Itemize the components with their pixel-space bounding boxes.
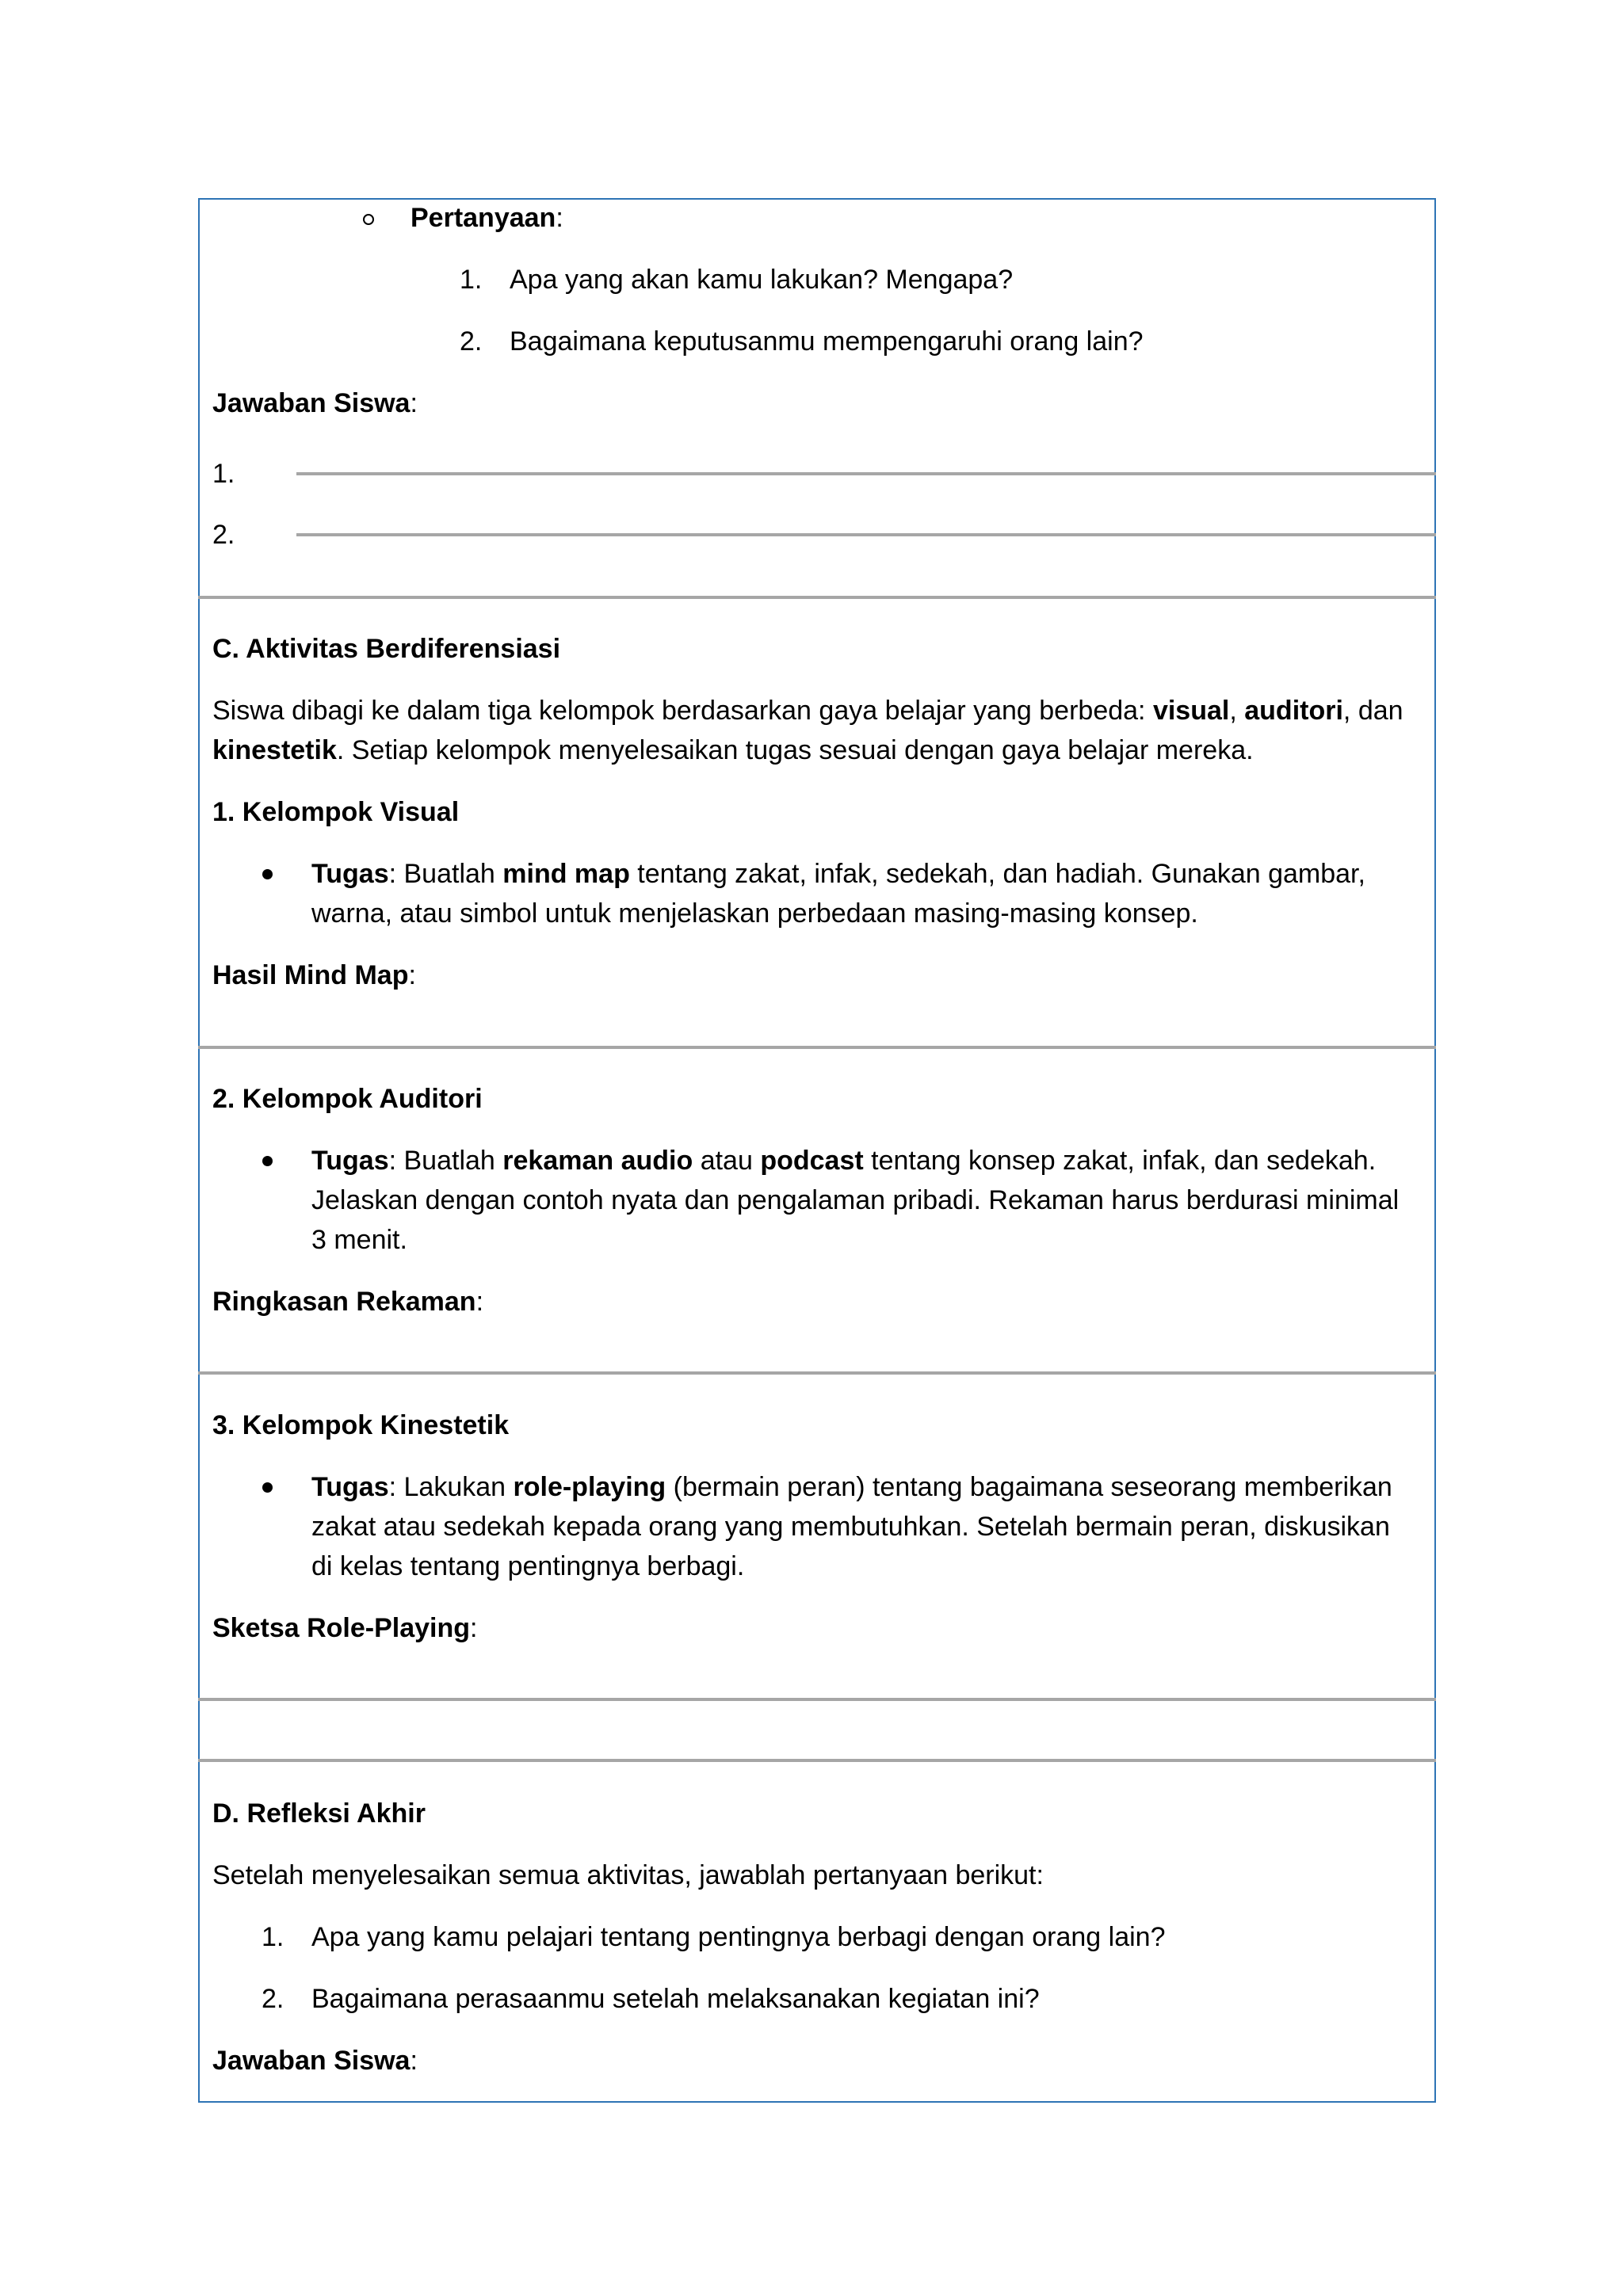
question-number: 2. bbox=[460, 326, 483, 357]
section-separator bbox=[198, 1371, 1436, 1375]
question-text: Bagaimana perasaanmu setelah melaksanakan kegiatan ini? bbox=[311, 1984, 1040, 2014]
ringkasan-rekaman-label: Ringkasan Rekaman: bbox=[212, 1287, 484, 1317]
group-auditori-task: Tugas: Buatlah rekaman audio atau podcast tentang konsep zakat, infak, dan sedekah. bbox=[311, 1146, 1377, 1176]
bullet-icon bbox=[262, 1156, 273, 1166]
question-text: Apa yang kamu pelajari tentang pentingnya berbagi dengan orang lain? bbox=[311, 1922, 1166, 1952]
group-auditori-task-cont: Jelaskan dengan contoh nyata dan pengalaman pribadi. Rekaman harus berdurasi minimal bbox=[311, 1185, 1400, 1215]
group-kinestetik-task-cont: zakat atau sedekah kepada orang yang membutuhkan. Setelah bermain peran, diskusikan bbox=[311, 1512, 1390, 1542]
jawaban-siswa-label: Jawaban Siswa: bbox=[212, 388, 418, 418]
answer-number: 1. bbox=[212, 459, 235, 489]
section-separator bbox=[198, 1698, 1436, 1701]
section-separator bbox=[198, 596, 1436, 599]
section-c-heading: C. Aktivitas Berdiferensiasi bbox=[212, 634, 561, 664]
question-number: 1. bbox=[262, 1922, 285, 1952]
group-visual-task: Tugas: Buatlah mind map tentang zakat, infak, sedekah, dan hadiah. Gunakan gambar, bbox=[311, 859, 1365, 889]
question-text: Bagaimana keputusanmu mempengaruhi orang lain? bbox=[510, 326, 1144, 357]
group-auditori-heading: 2. Kelompok Auditori bbox=[212, 1084, 483, 1114]
group-visual-heading: 1. Kelompok Visual bbox=[212, 797, 460, 827]
question-text: Apa yang akan kamu lakukan? Mengapa? bbox=[510, 265, 1014, 295]
group-auditori-task-cont: 3 menit. bbox=[311, 1225, 407, 1255]
section-d-intro: Setelah menyelesaikan semua aktivitas, jawablah pertanyaan berikut: bbox=[212, 1860, 1044, 1890]
answer-number: 2. bbox=[212, 520, 235, 550]
group-kinestetik-task: Tugas: Lakukan role-playing (bermain peran) tentang bagaimana seseorang memberikan bbox=[311, 1472, 1392, 1502]
question-number: 2. bbox=[262, 1984, 285, 2014]
section-separator bbox=[198, 1759, 1436, 1762]
group-kinestetik-task-cont: di kelas tentang pentingnya berbagi. bbox=[311, 1551, 745, 1581]
section-d-heading: D. Refleksi Akhir bbox=[212, 1798, 426, 1829]
sketsa-role-playing-label: Sketsa Role-Playing: bbox=[212, 1613, 478, 1643]
pertanyaan-heading: Pertanyaan: bbox=[411, 203, 563, 233]
answer-line[interactable] bbox=[296, 472, 1436, 475]
section-c-intro-cont: kinestetik. Setiap kelompok menyelesaikan tugas sesuai dengan gaya belajar mereka. bbox=[212, 735, 1254, 765]
question-number: 1. bbox=[460, 265, 483, 295]
group-visual-task-cont: warna, atau simbol untuk menjelaskan perbedaan masing-masing konsep. bbox=[311, 898, 1198, 929]
section-separator bbox=[198, 1046, 1436, 1049]
answer-line[interactable] bbox=[296, 533, 1436, 536]
bullet-icon bbox=[262, 1482, 273, 1493]
section-c-intro: Siswa dibagi ke dalam tiga kelompok berdasarkan gaya belajar yang berbeda: visual, auditori, dan bbox=[212, 696, 1403, 726]
bullet-icon bbox=[262, 869, 273, 879]
group-kinestetik-heading: 3. Kelompok Kinestetik bbox=[212, 1410, 510, 1440]
hasil-mind-map-label: Hasil Mind Map: bbox=[212, 960, 416, 990]
jawaban-siswa-label: Jawaban Siswa: bbox=[212, 2046, 418, 2076]
hollow-bullet-icon bbox=[363, 214, 374, 225]
